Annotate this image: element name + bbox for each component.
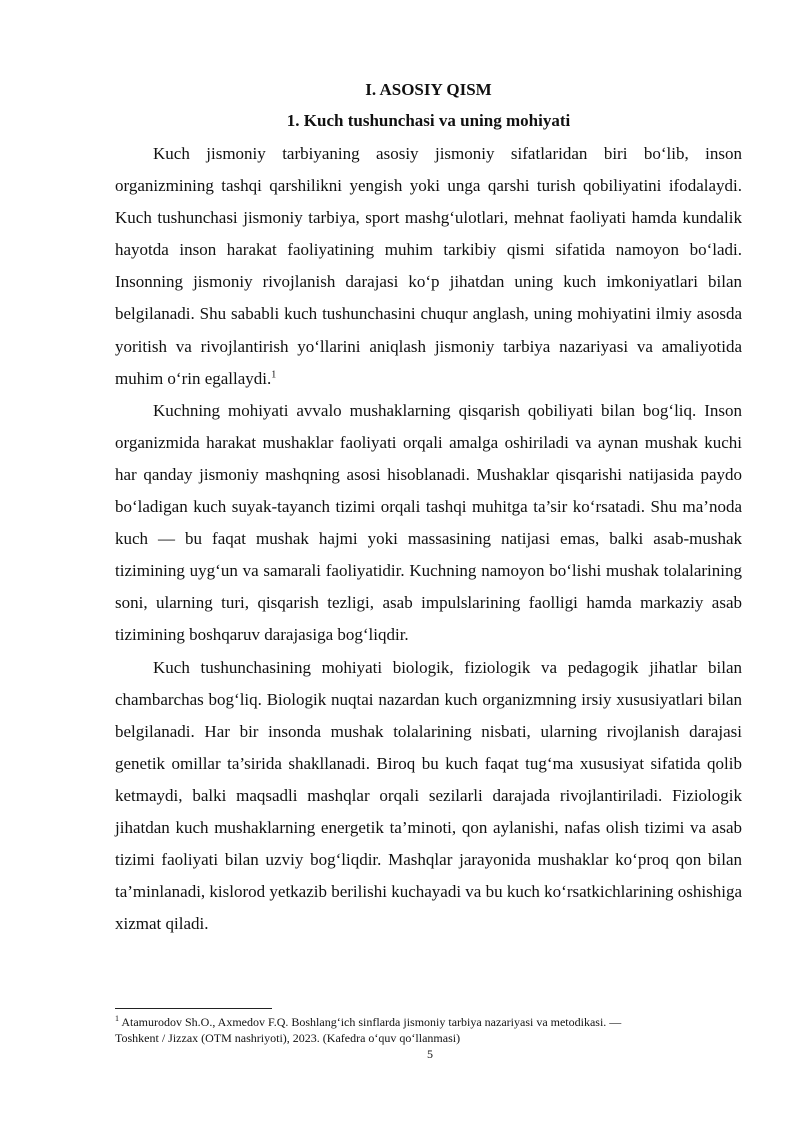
subsection-title: 1. Kuch tushunchasi va uning mohiyati [286,111,571,130]
paragraph-text: Kuch tushunchasining mohiyati biologik, fiziologik va pedagogik jihatlar bilan chambarchas bog‘liq. Biologik nuqtai nazardan kuch organizmning irsiy xususiyatlari bilan belgilanadi. Har bir insonda mushak tolalarining nisbati, ularning rivojlanish darajasi genetik omillar ta’sirida shakllanadi. Biroq bu kuch faqat tug‘ma xususiyat sifatida qolib ketmaydi, balki maqsadli mashqlar orqali sezilarli darajada rivojlantiriladi. Fiziologik jihatdan kuch mushaklarning energetik ta’minoti, qon aylanishi, nafas olish tizimi va asab tizimi faoliyati bilan uzviy bog‘liqdir. Mashqlar jarayonida mushaklar ko‘proq qon bilan ta’minlanadi, kislorod yetkazib berilishi kuchayadi va bu kuch ko‘rsatkichlarining oshishiga xizmat qiladi. [115,657,742,934]
footnote-marker: 1 [115,1014,119,1023]
paragraph [115,395,742,652]
paragraph-text: Kuch jismoniy tarbiyaning asosiy jismoniy sifatlaridan biri bo‘lib, inson organizmining tashqi qarshilikni yengish yoki unga qarshi turish qobiliyatini ifodalaydi. Kuch tushunchasi jismoniy tarbiya, sport mashg‘ulotlari, mehnat faoliyati hamda kundalik hayotda inson harakat faoliyatining muhim tarkibiy qismi sifatida namoyon bo‘ladi. Insonning jismoniy rivojlanish darajasi ko‘p jihatdan uning kuch imkoniyatlari bilan belgilanadi. Shu sababli kuch tushunchasini chuqur anglash, uning mohiyatini ilmiy asosda yoritish va rivojlantirish yo‘llarini aniqlash jismoniy tarbiya nazariyasi va amaliyotida muhim o‘rin egallaydi. [115,144,742,388]
paragraph-text: Kuchning mohiyati avvalo mushaklarning qisqarish qobiliyati bilan bog‘liq. Inson organizmida harakat mushaklar faoliyati orqali amalga oshiriladi va aynan mushak kuchi har qanday jismoniy mashqning asosi hisoblanadi. Mushaklar qisqarishi natijasida paydo bo‘ladigan kuch suyak-tayanch tizimi orqali tashqi muhitga ta’sir ko‘rsatadi. Shu ma’noda kuch — bu faqat mushak hajmi yoki massasining natijasi emas, balki asab-mushak tizimining uyg‘un va samarali faoliyatidir. Kuchning namoyon bo‘lishi mushak tolalarining soni, ularning turi, qisqarish tezligi, asab impulslarining faolligi hamda markaziy asab tizimining boshqaruv darajasiga bog‘liqdir. [115,400,742,645]
footnote-line: Atamurodov Sh.O., Axmedov F.Q. Boshlang‘ich sinflarda jismoniy tarbiya nazariyasi va metodikasi. — [121,1015,622,1029]
footnote-reference[interactable]: 1 [271,369,277,380]
footnote-separator [115,1008,272,1009]
body-text [115,138,742,940]
footnote-line: Toshkent / Jizzax (OTM nashriyoti), 2023. (Kafedra o‘quv qo‘llanmasi) [115,1031,461,1045]
page-number: 5 [427,1047,433,1061]
paragraph [115,138,742,395]
paragraph [115,652,742,941]
footnote [115,1014,715,1046]
section-title: I. ASOSIY QISM [365,80,492,99]
